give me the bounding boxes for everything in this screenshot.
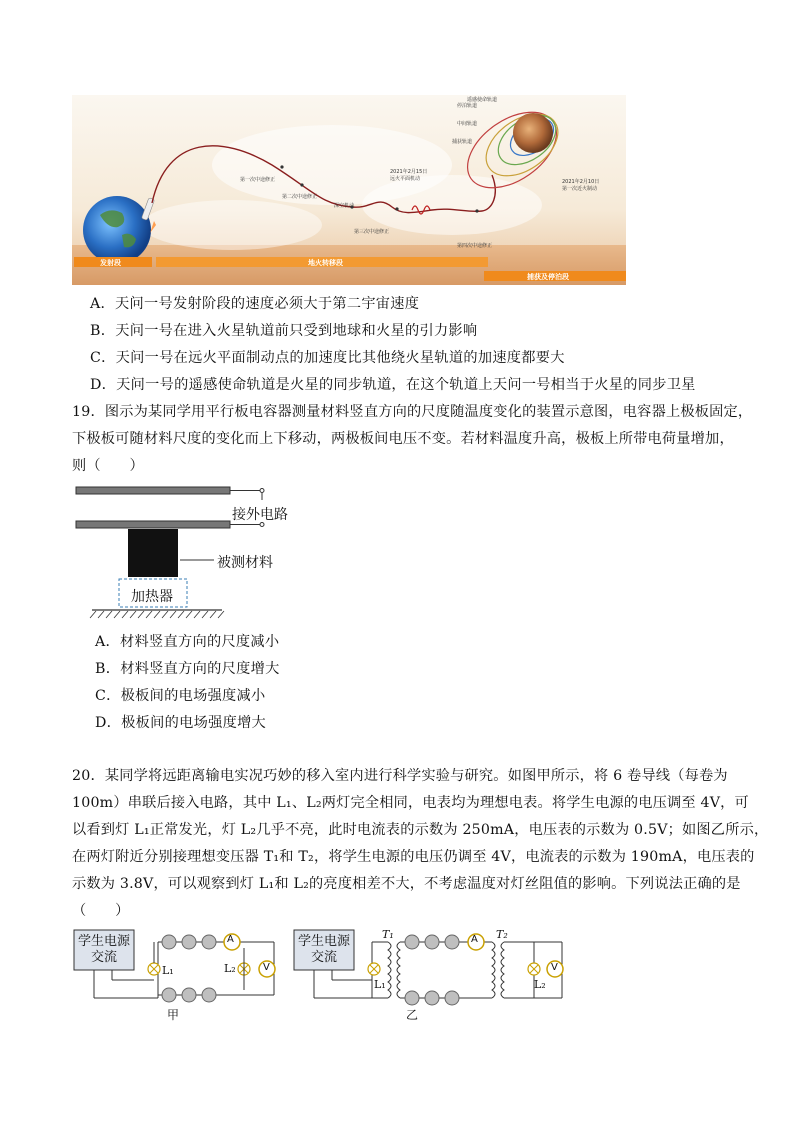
capacitor-figure — [72, 482, 312, 622]
label-material: 被测材料 — [217, 555, 273, 571]
label-first-correction: 第一次中途修正 — [240, 177, 276, 183]
q20-stem-line4: 在两灯附近分别接理想变压器 T₁和 T₂，将学生电源的电压仍调至 4V，电流表的示数为 190mA，电压表的 — [72, 849, 755, 865]
yi-voltmeter: V — [551, 962, 558, 973]
label-deep-space: 深空机动 — [334, 203, 355, 209]
yi-l1: L₁ — [374, 978, 386, 991]
yi-source-line1: 学生电源 — [297, 934, 350, 949]
q20-stem-line3: 以看到灯 L₁正常发光，灯 L₂几乎不亮，此时电流表的示数为 250mA，电压表的示数为 0.5V；如图乙所示， — [72, 822, 769, 838]
phase-capture: 捕获及停泊段 — [527, 273, 569, 281]
label-event2b: 第一次近火制动 — [562, 186, 598, 192]
q18-option-b: B．天问一号在进入火星轨道前只受到地球和火星的引力影响 — [90, 323, 478, 339]
yi-t2: T₂ — [496, 928, 508, 941]
q18-option-c: C．天问一号在远火平面制动点的加速度比其他绕火星轨道的加速度都要大 — [90, 350, 565, 366]
label-jia: 甲 — [167, 1008, 180, 1022]
trajectory-svg — [72, 95, 626, 285]
jia-source-line1: 学生电源 — [77, 934, 130, 949]
label-event2: 2021年2月10日 — [562, 179, 600, 185]
jia-voltmeter: V — [263, 962, 270, 973]
earth-icon — [83, 196, 151, 264]
q19-option-a: A．材料竖直方向的尺度减小 — [95, 634, 280, 650]
q19-option-b: B．材料竖直方向的尺度增大 — [95, 661, 280, 677]
label-capture-orbit: 捕获轨道 — [452, 139, 473, 145]
yi-t1: T₁ — [382, 928, 394, 941]
mars-icon — [513, 113, 553, 153]
jia-source-line2: 交流 — [90, 950, 117, 965]
label-fourth-correction: 第四次中途修正 — [457, 243, 493, 249]
q19-stem-line2: 下极板可随材料尺度的变化而上下移动，两极板间电压不变。若材料温度升高，极板上所带电荷量增加， — [72, 431, 734, 447]
phase-transfer: 地火转移段 — [308, 259, 343, 267]
q20-stem-line6: （ ） — [72, 903, 130, 919]
q19-option-c: C．极板间的电场强度减小 — [95, 688, 266, 704]
q19-stem-line1: 19．图示为某同学用平行板电容器测量材料竖直方向的尺度随温度变化的装置示意图，电容器上极板固定， — [72, 404, 753, 420]
jia-l2: L₂ — [224, 962, 236, 975]
yi-l2: L₂ — [534, 978, 546, 991]
q19-option-d: D．极板间的电场强度增大 — [95, 715, 267, 731]
phase-launch: 发射段 — [100, 259, 121, 267]
yi-source-line2: 交流 — [310, 950, 337, 965]
tianwen-trajectory-figure — [72, 95, 626, 285]
label-external-circuit: 接外电路 — [232, 507, 288, 523]
label-remote-orbit: 遥感使命轨道 — [467, 97, 498, 103]
label-event1b: 远火平面机动 — [390, 176, 421, 182]
label-yi: 乙 — [406, 1008, 419, 1022]
jia-l1: L₁ — [162, 964, 174, 977]
q20-stem-line5: 示数为 3.8V，可以观察到灯 L₁和 L₂的亮度相差不大，不考虑温度对灯丝阻值的影响。下列说法正确的是 — [72, 876, 741, 892]
label-event1: 2021年2月15日 — [390, 169, 428, 175]
q20-circuit-figures — [72, 928, 572, 1022]
label-park-orbit: 停泊轨道 — [457, 103, 478, 109]
label-heater: 加热器 — [131, 589, 173, 605]
q20-stem-line2: 100m）串联后接入电路，其中 L₁、L₂两灯完全相同，电表均为理想电表。将学生电源的电压调至 4V，可 — [72, 795, 749, 811]
q19-stem-line3: 则（ ） — [72, 458, 144, 474]
jia-ammeter: A — [227, 934, 234, 945]
label-third-correction: 第三次中途修正 — [354, 229, 390, 235]
yi-ammeter: A — [471, 934, 478, 945]
q18-option-a: A．天问一号发射阶段的速度必须大于第二宇宙速度 — [90, 296, 420, 312]
label-mid-orbit: 中间轨道 — [457, 121, 478, 127]
label-second-correction: 第二次中途修正 — [282, 194, 318, 200]
q20-stem-line1: 20．某同学将远距离输电实况巧妙的移入室内进行科学实验与研究。如图甲所示，将 6 卷导线（每卷为 — [72, 768, 728, 784]
q18-option-d: D．天问一号的遥感使命轨道是火星的同步轨道，在这个轨道上天问一号相当于火星的同步卫星 — [90, 377, 696, 393]
